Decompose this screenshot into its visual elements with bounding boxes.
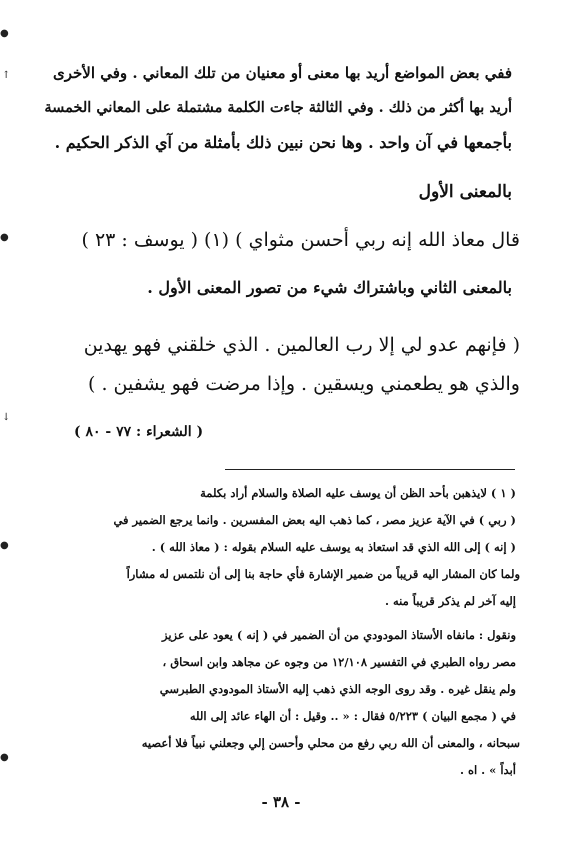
section-heading: بالمعنى الثاني وباشتراك شيء من تصور المعنى الأول . [147,278,512,297]
quran-verse: قال معاذ الله إنه ربي أحسن مثواي ) (١) ( يوسف : ٢٣ ) [81,229,520,251]
footnote-line: ( إنه ) إلى الله الذي قد استعاذ به يوسف عليه السلام بقوله : ( معاذ الله ) . [151,540,516,554]
margin-mark: ● [0,28,9,39]
footnote-line: في ( مجمع البيان ) ٥/٢٢٣ فقال : « .. وقيل : أن الهاء عائد إلى الله [189,709,516,723]
paragraph-line: أريد بها أكثر من ذلك . وفي الثالثة جاءت الكلمة مشتملة على المعاني الخمسة [44,99,512,116]
footnote-line: ( ربي ) في الآية عزيز مصر ، كما ذهب اليه بعض المفسرين . وانما يرجع الضمير في [113,513,516,527]
footnote-line: ونقول : مانفاه الأستاذ المودودي من أن الضمير في ( إنه ) يعود على عزيز [162,628,516,642]
footnote-line: أبداً » . اه . [459,763,516,777]
footnote-line: ولم ينقل غيره . وقد روى الوجه الذي ذهب إليه الأستاذ المودودي الطبرسي [159,682,516,696]
footnote-line: ولما كان المشار اليه قريباً من ضمير الإشارة فأي حاجة بنا إلى أن نلتمس له مشاراً [126,567,520,581]
footnote-line: إليه آخر لم يذكر قريباً منه . [384,594,516,608]
margin-mark: ↓ [2,412,11,423]
footnote-separator [225,469,515,470]
footnote-line: ( ١ ) لايذهبن بأحد الظن أن يوسف عليه الصلاة والسلام أراد بكلمة [200,486,516,500]
quran-verse-line: ( فإنهم عدو لي إلا رب العالمين . الذي خلقني فهو يهدين [83,334,520,356]
footnote-line: مصر رواه الطبري في التفسير ١٢/١٠٨ من وجوه عن مجاهد وابن اسحاق ، [162,655,516,669]
paragraph-line: بأجمعها في آن واحد . وها نحن نبين ذلك بأمثلة من آي الذكر الحكيم . [54,133,512,152]
margin-mark: ● [0,752,9,763]
margin-mark: ↑ [2,70,11,81]
quran-verse-line: والذي هو يطعمني ويسقين . وإذا مرضت فهو يشفين . ) [88,373,520,395]
verse-reference: ( الشعراء : ٧٧ - ٨٠ ) [74,424,204,440]
page-number: - ٣٨ - [261,793,301,811]
footnote-line: سبحانه ، والمعنى أن الله ربي رفع من محلي وأحسن إلي وجعلني نبياً فلا أعصيه [141,736,520,750]
section-heading: بالمعنى الأول [418,182,512,202]
paragraph-line: ففي بعض المواضع أريد بها معنى أو معنيان من تلك المعاني . وفي الأخرى [52,64,512,82]
margin-mark: ● [0,540,9,551]
margin-mark: ● [0,232,9,243]
